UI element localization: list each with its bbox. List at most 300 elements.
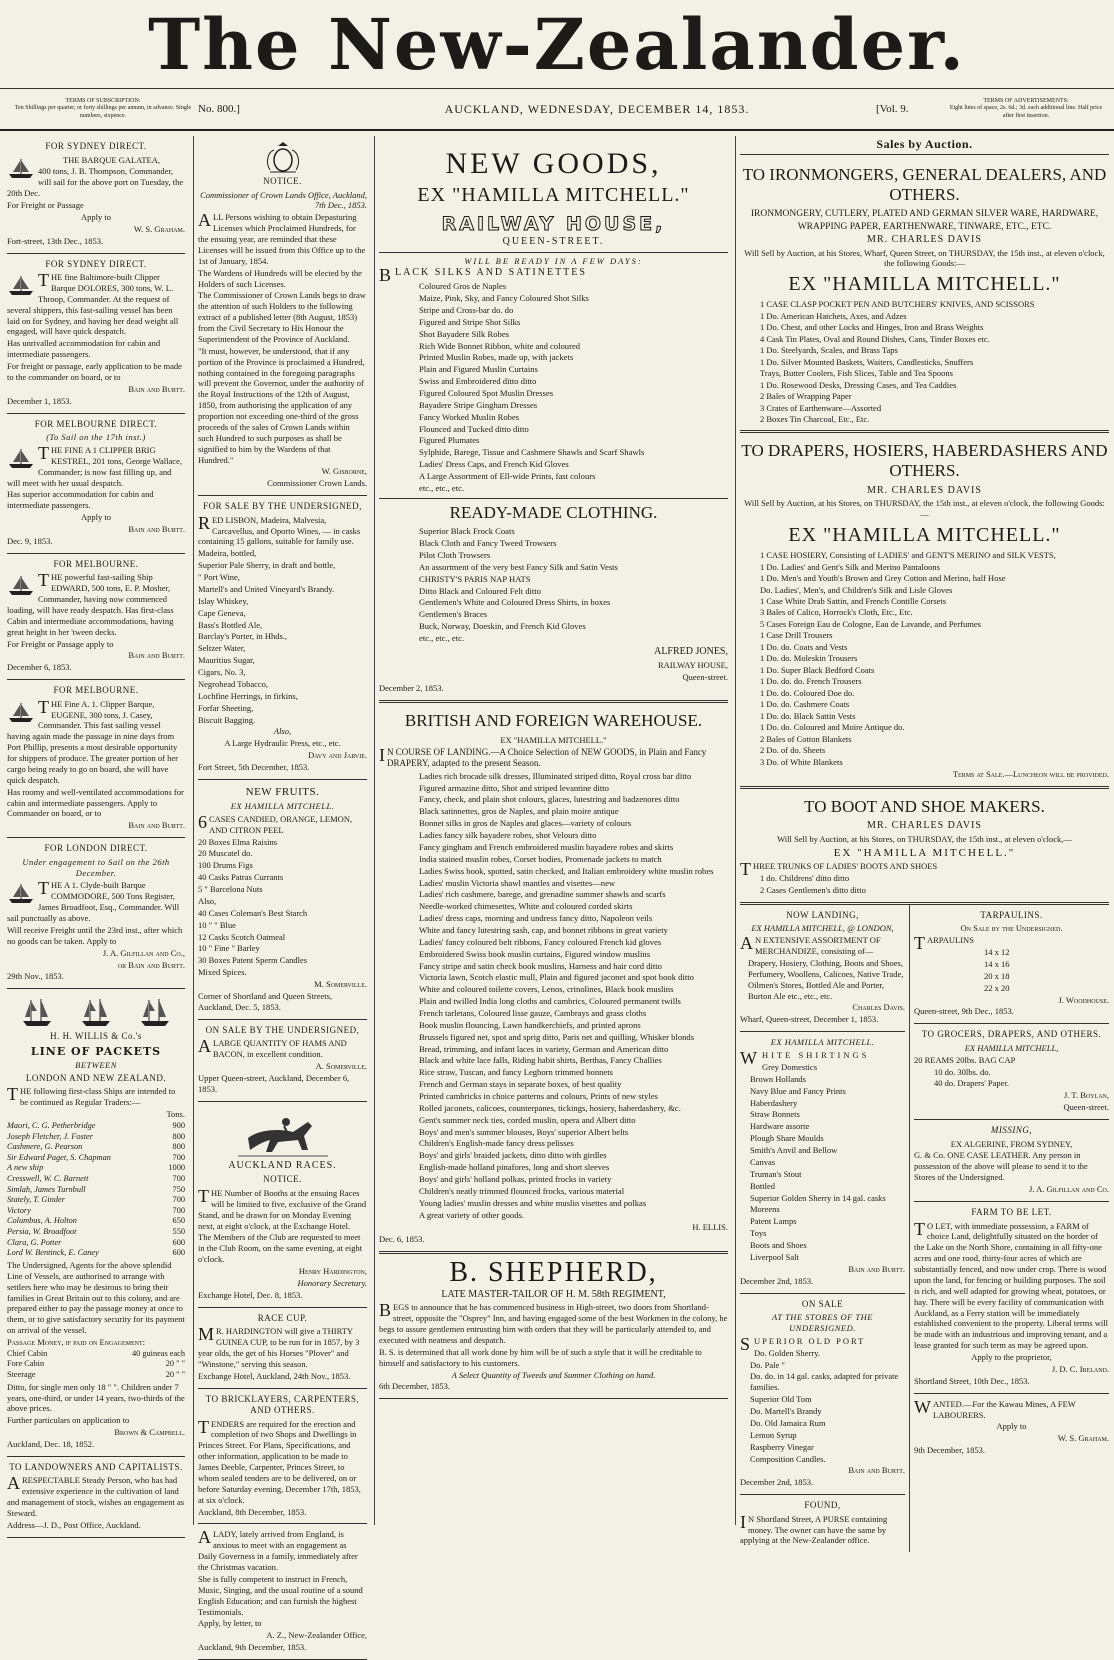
ad-line: Apply to bbox=[996, 1421, 1027, 1432]
ad-heading: FOR MELBOURNE. bbox=[53, 685, 139, 696]
terms: Terms at Sale.—Luncheon will be provided. bbox=[952, 769, 1109, 780]
list-item: Figured Coloured Spot Muslin Dresses bbox=[419, 388, 554, 399]
ad-signature: M. Somerville. bbox=[314, 979, 367, 990]
ad-body: 6CASES CANDIED, ORANGE, LEMON, AND CITRON PEEL bbox=[198, 811, 353, 835]
list-item: 1 Do. do. Black Sattin Vests bbox=[760, 710, 856, 721]
ad-body: B. S. is determined that all work done by him will be of such a style that it will be creditable to himself and satisfactory to his customers. bbox=[379, 1346, 702, 1368]
lead-item: SUPERIOR OLD PORT bbox=[740, 1333, 866, 1354]
ship-name: Simlah, James Turnbull bbox=[7, 1184, 86, 1194]
list-item: 40 Casks Patras Currants bbox=[198, 872, 284, 883]
ad-heading: ON SALE bbox=[801, 1298, 844, 1309]
ad-british-foreign-warehouse bbox=[379, 703, 728, 1254]
warehouse-ex: EX "HAMILLA MITCHELL." bbox=[500, 734, 607, 745]
ship-name: Columbus, A. Holton bbox=[7, 1216, 77, 1226]
ad-body: THE fine Baltimore-built Clipper Barque DOLORES, 300 tons, W. L. Throop, Commander. At the request of several shippers, this fast-sailing vessel has been laid on for Sydney, and having her dead weight all engaged, will have quick despatch. bbox=[7, 270, 179, 337]
new-goods-title: NEW GOODS, bbox=[445, 147, 662, 180]
size-item: 14 x 12 bbox=[984, 947, 1010, 958]
list-item: Lochfine Herrings, in firkins, bbox=[198, 690, 298, 701]
ad-signature: Queen-street. bbox=[1063, 1102, 1109, 1113]
ad-signature: Bain and Burtt. bbox=[128, 650, 185, 661]
list-item: Toys bbox=[750, 1228, 767, 1239]
ship-name: Stately, T. Ginder bbox=[7, 1195, 65, 1205]
list-item: Ladies' muslin Victoria shawl mantles and visettes—new bbox=[419, 877, 616, 888]
ad-missing bbox=[914, 1120, 1109, 1202]
ad-title: TO BOOT AND SHOE MAKERS. bbox=[804, 796, 1045, 816]
list-item: Do. Ladies', Men's, and Children's Silk and Lisle Gloves bbox=[760, 584, 953, 595]
ad-body: ALARGE QUANTITY OF HAMS AND BACON, in excellent condition. bbox=[198, 1036, 347, 1060]
ad-signature: Bain and Burtt. bbox=[128, 820, 185, 831]
ad-signature: or Bain and Burtt. bbox=[117, 959, 185, 970]
list-item: Plough Share Moulds bbox=[750, 1133, 824, 1144]
list-item: Bread, trimming, and infant laces in variety, German and American ditto bbox=[419, 1043, 669, 1054]
ad-signature: J. Woodhouse. bbox=[1058, 994, 1109, 1005]
ship-icon bbox=[7, 274, 35, 296]
list-item: " Port Wine, bbox=[198, 572, 240, 583]
packets-agent: H. H. WILLIS & Co.'s bbox=[50, 1031, 142, 1042]
list-item: Ladies' dress caps, morning and undress fancy ditto, Napoleon veils bbox=[419, 913, 653, 924]
ad-heading: FOUND, bbox=[804, 1500, 841, 1511]
lead-item: BLACK SILKS AND SATINETTES bbox=[379, 265, 587, 286]
ship-name: Clara, G. Potter bbox=[7, 1237, 62, 1247]
ad-wines-for-sale bbox=[198, 496, 367, 780]
list-item: Liverpool Salt bbox=[750, 1251, 799, 1262]
ad-date: 29th Nov., 1853. bbox=[7, 971, 64, 982]
ad-boot-shoe bbox=[740, 789, 1109, 905]
ad-date: Fort-street, 13th Dec., 1853. bbox=[7, 235, 104, 246]
ad-governess bbox=[198, 1524, 367, 1660]
royal-arms-icon bbox=[260, 142, 306, 174]
ship-icon bbox=[7, 882, 35, 904]
list-item: Islay Whiskey, bbox=[198, 595, 249, 606]
ad-signature: Brown & Campbell. bbox=[114, 1427, 185, 1438]
ad-heading: TO LANDOWNERS AND CAPITALISTS. bbox=[9, 1461, 183, 1472]
list-item: Boys' and girls' holland polkas, printed frocks in variety bbox=[419, 1173, 612, 1184]
ad-body: TENDERS are required for the erection and completion of two Shops and Dwellings in Princes Street. For Plans, Specifications, and other information, application to be made to James Deeble, Carpenter, Princes Street, to whom sealed tenders are to be delivered, on or before Saturday evening, December 17th, 1853, at six o'clock. bbox=[198, 1416, 361, 1505]
ad-date: Exchange Hotel, Auckland, 24th Nov., 1853. bbox=[198, 1370, 351, 1381]
ad-body: MR. HARDINGTON will give a THIRTY GUINEA CUP, to be run for in 1857, by 3 year olds, the get of his Horses "Plover" and "Winstone," serving this season. bbox=[198, 1324, 360, 1369]
auction-details: Will Sell by Auction, at his Stores, on THURSDAY, the 15th inst., at eleven o'clock,— bbox=[777, 834, 1072, 845]
ad-subheading: On Sale by the Undersigned. bbox=[960, 923, 1063, 934]
ad-white-shirtings bbox=[740, 1032, 905, 1293]
ad-new-fruits bbox=[198, 780, 367, 1020]
ship-icon bbox=[7, 574, 35, 596]
list-item: Martell's and United Vineyard's Brandy. bbox=[198, 583, 335, 594]
ship-name: Lord W. Bentinck, E. Caney bbox=[7, 1248, 99, 1258]
ship-tons: 800 bbox=[172, 1142, 185, 1152]
ad-body: The Members of the Club are requested to meet in the Club Room, on the same evening, at eight o'clock. bbox=[198, 1232, 363, 1265]
ad-date: December 6, 1853. bbox=[7, 662, 72, 673]
list-item: Boys' and girls' braided jackets, ditto ditto with girdles bbox=[419, 1150, 607, 1161]
ship-name: Cresswell, W. C. Barnett bbox=[7, 1174, 89, 1183]
ad-line: THREE TRUNKS OF LADIES' BOOTS AND SHOES bbox=[740, 859, 938, 880]
list-item: Ladies Swiss book, spotted, satin checked, and Italian embroidery white muslin robes bbox=[419, 865, 714, 876]
table-row bbox=[7, 1370, 185, 1381]
ad-subheading: EX HAMILLA MITCHELL, @ LONDON, bbox=[751, 923, 894, 934]
list-item: Plain and twilled India long cloths and cambrics, Coloured permanent twills bbox=[419, 996, 681, 1007]
ad-body: THE A 1. Clyde-built Barque COMMODORE, 500 Tons Register, James Broadfoot, Esq., Commander. Will sail punctually as above. bbox=[7, 878, 180, 924]
ad-signature: Davy and Jarvie. bbox=[308, 750, 367, 761]
ad-body: THE powerful fast-sailing Ship EDWARD, 500 tons, E. P. Mosher, Commander, having now commenced loading, will have ready despatch. Has first-class Cabin and intermediate accommodations, having great height in her 'tween decks. bbox=[7, 570, 174, 637]
ad-line: Apply to bbox=[81, 211, 111, 222]
list-item: Navy Blue and Fancy Prints bbox=[750, 1085, 846, 1096]
ad-address: Address—J. D., Post Office, Auckland. bbox=[7, 1519, 141, 1530]
list-item: Buck, Norway, Doeskin, and French Kid Gloves bbox=[419, 621, 586, 632]
ad-heading: FOR SALE BY THE UNDERSIGNED, bbox=[203, 501, 362, 512]
ad-subheading: Under engagement to Sail on the 26th December. bbox=[22, 856, 170, 878]
ship-tons: 650 bbox=[172, 1216, 185, 1226]
ad-heading: NOTICE. bbox=[263, 1174, 302, 1185]
ad-signature: Charles Davis. bbox=[852, 1002, 905, 1013]
list-item: Do. do. in 14 gal. casks, adapted for private families. bbox=[750, 1371, 899, 1393]
ad-hams-bacon bbox=[198, 1020, 367, 1102]
ad-signature: A. Z., New-Zealander Office, bbox=[266, 1630, 367, 1641]
list-item: Barclay's Porter, in Hhds., bbox=[198, 631, 288, 642]
races-title: AUCKLAND RACES. bbox=[228, 1159, 337, 1171]
list-item: Do. Pale " bbox=[750, 1359, 785, 1370]
list-item: Sylphide, Barege, Tissue and Cashmere Shawls and Scarf Shawls bbox=[419, 447, 645, 458]
ad-signature: Bain and Burtt. bbox=[128, 524, 185, 535]
column-1 bbox=[3, 136, 189, 1530]
list-item: Rolled jaconets, calicoes, counterpanes, tickings, hosiery, haberdashery, &c. bbox=[419, 1102, 681, 1113]
list-item: Superior Black Frock Coats bbox=[419, 526, 515, 537]
ad-date: Auckland, Dec. 18, 1852. bbox=[7, 1439, 95, 1450]
table-row bbox=[7, 1195, 185, 1206]
ad-signature: Honorary Secretary. bbox=[297, 1277, 367, 1288]
list-item: 3 Crates of Earthenware—Assorted bbox=[760, 402, 882, 413]
ad-landowners bbox=[7, 1457, 185, 1538]
list-item: Figured and Stripe Shot Silks bbox=[419, 316, 521, 327]
ad-new-goods-railway-house bbox=[379, 136, 728, 703]
ad-signature: Commissioner Crown Lands. bbox=[267, 478, 367, 489]
ad-body: THE Number of Booths at the ensuing Races will be limited to five, exclusive of the Grand Stand, and be drawn for on Monday Evening next, at eight o'clock, at the Exchange Hotel. bbox=[198, 1185, 367, 1231]
advertisement-terms bbox=[946, 98, 1106, 120]
list-item: A great variety of other goods. bbox=[419, 1209, 525, 1220]
ship-name: Sir Edward Paget, S. Chapman bbox=[7, 1152, 111, 1162]
list-item: Madeira, bottled, bbox=[198, 548, 257, 559]
list-item: Fancy gingham and French embroidered muslin bayadere robes and skirts bbox=[419, 841, 674, 852]
list-item: Figured Plumates bbox=[419, 435, 480, 446]
ad-date: Shortland Street, 10th Dec., 1853. bbox=[914, 1375, 1030, 1386]
ship-icon bbox=[7, 447, 35, 469]
ad-line: 1 do. Childrens' ditto ditto bbox=[760, 873, 850, 884]
list-item: 3 Do. of White Blankets bbox=[760, 756, 843, 767]
ad-heading: FOR LONDON DIRECT. bbox=[44, 843, 148, 854]
list-item: 1 Do. Men's and Youth's Brown and Grey Cotton and Merino, half Hose bbox=[760, 573, 1006, 584]
list-item: Stripe and Cross-bar do. do bbox=[419, 305, 514, 315]
column-4 bbox=[735, 136, 1113, 1546]
table-row bbox=[7, 1121, 185, 1132]
ad-line: 40 do. Drapers' Paper. bbox=[934, 1078, 1009, 1089]
ad-body: THE Fine A. 1. Clipper Barque, EUGENE, 300 tons, J. Casey, Commander. This fast sailing vessel having again made the passage in nine days from Port Phillip, presents a most desirable opportunity for shippers of produce. The greater portion of her cargo being ready to go on board, she will have quick despatch. bbox=[7, 696, 178, 785]
list-item: Canvas bbox=[750, 1156, 776, 1167]
ad-signature: Bain and Burtt. bbox=[848, 1263, 905, 1274]
passage-money-note: Ditto, for single men only 18 " ". Children under 7 years, one-third, or under 14 years, two-thirds of the above prices. bbox=[7, 1381, 185, 1414]
ship-name: Joseph Fletcher, J. Foster bbox=[7, 1131, 93, 1141]
volume-number: [Vol. 9. bbox=[876, 103, 909, 115]
ship-name: Persia, W. Broadfoot bbox=[7, 1227, 77, 1237]
ad-melbourne-eugene bbox=[7, 680, 185, 838]
ad-heading: TARPAULINS. bbox=[980, 909, 1043, 920]
list-item: Mixed Spices. bbox=[198, 967, 247, 978]
ad-line: Apply to the proprietor, bbox=[971, 1352, 1052, 1362]
list-item: Brussels figured net, spot and sprig ditto, Paris net and quilling, Whisker blonds bbox=[419, 1031, 695, 1042]
ad-body: THE FINE A 1 CLIPPER BRIG KESTREL, 201 tons, George Wallace, Commander; is now fast filling up, and will meet with her usual despatch. bbox=[7, 442, 182, 488]
list-item: Negrohead Tobacco, bbox=[198, 678, 269, 689]
list-item: 30 Boxes Patent Sperm Candles bbox=[198, 955, 308, 966]
ad-body: ARESPECTABLE Steady Person, who has had extensive experience in the cultivation of land and management of stock, wishes an engagement as Steward. bbox=[7, 1473, 185, 1519]
ad-sydney-galatea bbox=[7, 136, 185, 254]
ad-body: WANTED.—For the Kawau Mines, A FEW LABOURERS. bbox=[914, 1396, 1076, 1420]
ad-line-of-packets bbox=[7, 989, 185, 1457]
list-item: Fancy, check, and plain shot colours, glaces, lutestring and badzenores ditto bbox=[419, 794, 680, 805]
list-item: Ditto Black and Coloured Felt ditto bbox=[419, 585, 541, 596]
ship-tons: 600 bbox=[172, 1237, 185, 1247]
list-item: White and fancy lutestring sash, cap, and bonnet ribbons in great variety bbox=[419, 924, 668, 935]
table-row bbox=[7, 1153, 185, 1164]
auction-details: Will Sell by Auction, at his Stores, Wharf, Queen Street, on THURSDAY, the 15th inst., at eleven o'clock, the following Goods:— bbox=[744, 247, 1105, 269]
ad-tarpaulins bbox=[914, 905, 1109, 1025]
list-item: Ladies rich brocade silk dresses, Illuminated striped ditto, Royal cross bar ditto bbox=[419, 770, 692, 781]
list-item: Cape Geneva, bbox=[198, 607, 246, 618]
list-item: Maize, Pink, Sky, and Fancy Coloured Shot Silks bbox=[419, 293, 589, 304]
ad-date: Wharf, Queen-street, December 1, 1853. bbox=[740, 1014, 879, 1025]
list-item: 40 Cases Coleman's Best Starch bbox=[198, 907, 308, 918]
goods-list: IRONMONGERY, CUTLERY, PLATED AND GERMAN SILVER WARE, HARDWARE, WRAPPING PAPER, EARTHENWARE, TINWARE, ETC., ETC. bbox=[750, 209, 1099, 232]
list-item: 2 Bales of Wrapping Paper bbox=[760, 391, 852, 402]
packets-title: LINE OF PACKETS bbox=[30, 1044, 162, 1058]
list-item: 1 Do. do. Cashmere Coats bbox=[760, 699, 850, 710]
list-item: etc., etc., etc. bbox=[419, 482, 465, 493]
table-row bbox=[7, 1349, 185, 1360]
ad-signature: J. A. Gilfillan and Co., bbox=[102, 947, 185, 958]
ex-ship: EX "HAMILLA MITCHELL." bbox=[788, 524, 1061, 547]
small-ads-right bbox=[910, 905, 1109, 1553]
ad-auckland-races bbox=[198, 1102, 367, 1308]
list-item: Haberdashery bbox=[750, 1097, 798, 1108]
ad-signature: J. T. Boylan, bbox=[1063, 1090, 1109, 1101]
subscription-text: Ten Shillings per quarter, or forty shillings per annum, in advance. Single numbers, sixpence. bbox=[14, 105, 192, 119]
list-item: 20 Muscatel do. bbox=[198, 848, 253, 859]
list-item: 1 Do. Silver Mounted Baskets, Waiters, Candlesticks, Snuffers bbox=[760, 356, 974, 367]
dateline: AUCKLAND, WEDNESDAY, DECEMBER 14, 1853. bbox=[444, 101, 750, 116]
ad-heading: FOR SYDNEY DIRECT. bbox=[45, 141, 147, 151]
packets-between: BETWEEN bbox=[75, 1059, 117, 1070]
list-item: Black Cloth and Fancy Tweed Trowsers bbox=[419, 538, 557, 549]
list-item: 1 Do. do. Coats and Vests bbox=[760, 641, 848, 652]
list-item: 1 CASE HOSIERY, Consisting of LADIES' and GENT'S MERINO and SILK VESTS, bbox=[760, 550, 1056, 561]
list-item: Printed Muslin Robes, made up, with jackets bbox=[419, 352, 574, 363]
clothing-heading: READY-MADE CLOTHING. bbox=[449, 502, 658, 522]
list-item: 12 Casks Scotch Oatmeal bbox=[198, 931, 286, 942]
ship-tons: 800 bbox=[172, 1131, 185, 1141]
ship-title: THE BARQUE GALATEA, bbox=[62, 154, 161, 165]
list-item: 1 Do. Rosewood Desks, Dressing Cases, and Tea Caddies bbox=[760, 379, 957, 390]
ship-tons: 1000 bbox=[168, 1163, 185, 1173]
list-item: 1 Case Drill Trousers bbox=[760, 630, 833, 641]
ad-found bbox=[740, 1495, 905, 1552]
ship-name: Maori, C. G. Petherbridge bbox=[7, 1120, 96, 1130]
subscription-title: TERMS OF SUBSCRIPTION: bbox=[65, 98, 141, 105]
ship-tons: 700 bbox=[172, 1205, 185, 1215]
ad-heading: EX HAMILLA MITCHELL. bbox=[770, 1037, 875, 1048]
small-ads-grid bbox=[740, 905, 1109, 1553]
packets-intro: THE following first-class Ships are intended to be continued as Regular Traders:— bbox=[7, 1084, 176, 1108]
ad-bricklayers bbox=[198, 1389, 367, 1525]
ad-items: Drapery, Hosiery, Clothing, Boots and Shoes, Perfumery, Woollens, Calicoes, Native Trade, Oilmen's Stores, Bottled Ale and Porter, Burton Ale etc., etc., etc. bbox=[748, 957, 904, 1001]
table-row bbox=[7, 1216, 185, 1227]
table-row bbox=[7, 1132, 185, 1143]
list-item: Smith's Anvil and Bellow bbox=[750, 1145, 838, 1156]
list-item: Rice straw, Tuscan, and fancy Leghorn trimmed bonnets bbox=[419, 1067, 613, 1078]
ad-body: A Select Quantity of Tweeds and Summer Clothing on hand. bbox=[451, 1369, 656, 1380]
ads-text: Eight lines of space, 2s. 6d.; 3d. each additional line. Half price after first insertion. bbox=[949, 105, 1103, 119]
list-item: Gentlemen's White and Coloured Dress Shirts, in boxes bbox=[419, 597, 611, 608]
ad-line: Also, bbox=[273, 726, 292, 737]
list-item: Needle-worked chimesettes, White and coloured corded skirts bbox=[419, 901, 633, 912]
ad-signature: ALFRED JONES, bbox=[654, 645, 728, 657]
list-item: Boots and Shoes bbox=[750, 1240, 807, 1251]
item-list bbox=[740, 1062, 905, 1263]
ad-grocers bbox=[914, 1024, 1109, 1120]
ad-date: 9th December, 1853. bbox=[914, 1445, 985, 1456]
ad-signature: H. ELLIS. bbox=[692, 1222, 728, 1233]
item-list bbox=[379, 526, 728, 645]
ad-title: TO DRAPERS, HOSIERS, HABERDASHERS AND OTHERS. bbox=[741, 441, 1108, 481]
list-item: 1 Do. Ladies' and Gent's Silk and Merino Pantaloons bbox=[760, 561, 940, 572]
ad-signature: J. D. C. Ireland. bbox=[1051, 1363, 1109, 1374]
list-item: 3 Bales of Calico, Horrock's Cloth, Etc., Etc. bbox=[760, 607, 913, 618]
list-item: 1 Do. do. Coloured and Moire Antique do. bbox=[760, 722, 905, 733]
list-item: 1 CASE CLASP POCKET PEN AND BUTCHERS' KNIVES, AND SCISSORS bbox=[760, 299, 1035, 310]
ad-body: "It must, however, be understood, that if any portion of the Province is proclaimed a Hundred, nothing contained in the foregoing paragraphs will prevent the Governor, under the authority of the Royal Instructions of the 12th of August, 1850, from authorising the application of any proportion not exceeding one-third of the gross proceeds of the sales of Crown Lands within such Hundred to such purposes as shall be signified to him by the Wardens of that Hundred." bbox=[198, 345, 365, 465]
ad-shepherd-tailor bbox=[379, 1254, 728, 1399]
ship-tons: 700 bbox=[172, 1195, 185, 1205]
list-item: 20 Boxes Elma Raisins bbox=[198, 836, 278, 847]
list-item: 2 Bales of Cotton Blankets bbox=[760, 733, 852, 744]
list-item: Do. Old Jamaica Rum bbox=[750, 1417, 826, 1428]
small-ads-left bbox=[740, 905, 910, 1553]
list-item: An assortment of the very best Fancy Silk and Satin Vests bbox=[419, 561, 618, 572]
list-item: Also, bbox=[198, 895, 217, 906]
list-item: Bass's Bottled Ale, bbox=[198, 619, 263, 630]
ad-line: A Large Hydraulic Press, etc., etc. bbox=[224, 738, 341, 749]
list-item: Gentlemen's Braces bbox=[419, 609, 488, 620]
ship-name: Cashmere, G. Pearson bbox=[7, 1142, 83, 1152]
auctioneer: MR. CHARLES DAVIS bbox=[867, 484, 982, 496]
ad-subheading: EX HAMILLA MITCHELL. bbox=[230, 800, 335, 811]
list-item: Victoria lawn, Scotch elastic mull, Plain and figured jaconet and spot book ditto bbox=[419, 972, 694, 983]
list-item: Hardware assorte bbox=[750, 1121, 810, 1132]
list-item: Ladies' rich cashmere, barege, and grenadine summer shawls and scarfs bbox=[419, 889, 666, 900]
item-list bbox=[740, 299, 1109, 425]
column-2 bbox=[193, 136, 371, 1653]
warehouse-lead: IN COURSE OF LANDING.—A Choice Selection of NEW GOODS, in Plain and Fancy DRAPERY, adapted to the present Season. bbox=[379, 744, 707, 769]
list-item: Shot Bayadere Silk Robes bbox=[419, 328, 509, 339]
ad-line: 20 REAMS 20lbs. BAG CAP bbox=[914, 1054, 1016, 1065]
ad-line: Apply to bbox=[81, 512, 111, 523]
passage-money-table bbox=[7, 1349, 185, 1381]
list-item: Coloured Gros de Naples bbox=[419, 281, 507, 292]
list-item: Cigars, No. 3, bbox=[198, 667, 246, 678]
subscription-terms bbox=[8, 98, 198, 120]
ad-date: Queen-street, 9th Dec., 1853. bbox=[914, 1006, 1014, 1017]
list-item: Book muslin flouncing, Lawn handkerchiefs, and printed aprons bbox=[419, 1019, 641, 1030]
table-row bbox=[7, 1163, 185, 1174]
ship-icon bbox=[80, 997, 112, 1027]
list-item: 5 " Barcelona Nuts bbox=[198, 884, 263, 895]
ad-signature: W. Gisborne, bbox=[321, 466, 367, 477]
ad-date: Fort Street, 5th December, 1853. bbox=[198, 762, 310, 773]
list-item: Bonnet silks in gros de Naples and glaces—variety of colours bbox=[419, 818, 632, 829]
ad-heading: NOTICE. bbox=[263, 176, 302, 186]
ad-date: December 2nd, 1853. bbox=[740, 1275, 814, 1286]
list-item: Figured armazine ditto, Shot and striped levantine ditto bbox=[419, 782, 609, 793]
ad-date: 6th December, 1853. bbox=[379, 1381, 450, 1392]
ad-heading: TO BRICKLAYERS, CARPENTERS, AND OTHERS. bbox=[205, 1393, 360, 1416]
ad-signature: J. A. Gilfillan and Co. bbox=[1029, 1184, 1109, 1195]
masthead bbox=[0, 0, 1114, 89]
ship-name: A new ship bbox=[7, 1163, 44, 1173]
table-row bbox=[7, 1248, 185, 1259]
ad-body: G. & Co. ONE CASE LEATHER. Any person in possession of the above will please to send it to the Stores of the Undersigned. bbox=[914, 1150, 1088, 1183]
list-item: 5 Cases Foreign Eau de Cologne, Eau de Lavande, and Perfumes bbox=[760, 618, 981, 629]
ad-heading: FOR SYDNEY DIRECT. bbox=[45, 258, 147, 269]
list-item: Mauritius Sugar, bbox=[198, 655, 255, 666]
list-item: Moreens bbox=[750, 1204, 780, 1215]
ad-signature: W. S. Graham. bbox=[1057, 1433, 1109, 1444]
list-item: English-made holland pinafores, long and short sleeves bbox=[419, 1162, 610, 1173]
item-list bbox=[198, 548, 367, 725]
list-item: 4 Cask Tin Plates, Oval and Round Dishes, Cans, Tinder Boxes etc. bbox=[760, 333, 990, 344]
store-name: RAILWAY HOUSE, bbox=[441, 212, 666, 235]
auctioneer: MR. CHARLES DAVIS bbox=[867, 820, 982, 832]
list-item: Flounced and Tucked ditto ditto bbox=[419, 423, 529, 434]
ship-tons: 700 bbox=[172, 1152, 185, 1162]
ad-melbourne-edward bbox=[7, 554, 185, 680]
ship-tons: 550 bbox=[172, 1227, 185, 1237]
auction-section-header: Sales by Auction. bbox=[740, 137, 1109, 155]
ad-body: ALADY, lately arrived from England, is anxious to meet with an engagement as Daily Governess in a family, immediately after the Christmas vacation. bbox=[198, 1527, 358, 1573]
ad-body: The Commissioner of Crown Lands begs to draw the attention of such Holders to the following extract of a published letter (8th August, 1853) from the Civil Secretary to His Honour the Superintendent of the Province of Auckland. bbox=[198, 290, 366, 344]
list-item: Do. Martell's Brandy bbox=[750, 1406, 822, 1417]
ship-icon bbox=[21, 997, 53, 1027]
ex-ship: EX "HAMILLA MITCHELL." bbox=[788, 273, 1061, 296]
store-street: QUEEN-STREET. bbox=[502, 235, 605, 247]
ad-body: 400 tons, J. B. Thompson, Commander, will sail for the above port on Tuesday, the 20th Dec. bbox=[7, 166, 184, 199]
list-item: Fancy Worked Muslin Robes bbox=[419, 411, 520, 422]
list-item: Superior Pale Sherry, in draft and bottle, bbox=[198, 560, 336, 571]
ad-date: December 2nd, 1853. bbox=[740, 1477, 814, 1488]
ad-body: IN Shortland Street, A PURSE containing money. The owner can have the same by applying at the New-Zealander office. bbox=[740, 1511, 888, 1546]
ad-line: 10 do. 30lbs. do. bbox=[934, 1066, 991, 1077]
ad-body: For Freight or Passage apply to bbox=[7, 638, 114, 649]
item-list bbox=[740, 1348, 905, 1465]
list-item: Superior Old Tom bbox=[750, 1394, 812, 1405]
table-row bbox=[7, 1174, 185, 1185]
shepherd-subtitle: LATE MASTER-TAILOR OF H. M. 58th REGIMENT, bbox=[441, 1288, 666, 1300]
ad-crown-lands-notice bbox=[198, 136, 367, 496]
list-item: Seltzer Water, bbox=[198, 643, 246, 654]
ad-line: 2 Cases Gentlemen's ditto ditto bbox=[760, 884, 866, 895]
ad-signature: Bain and Burtt. bbox=[128, 383, 185, 394]
ad-sydney-dolores bbox=[7, 254, 185, 414]
ad-now-landing bbox=[740, 905, 905, 1032]
ad-farm-to-let bbox=[914, 1202, 1109, 1394]
ad-date: Auckland, 8th December, 1853. bbox=[198, 1506, 307, 1517]
list-item: Swiss and Embroidered ditto ditto bbox=[419, 376, 537, 387]
list-item: Children's English-made fancy dress pelisses bbox=[419, 1138, 574, 1149]
list-item: Bottled bbox=[750, 1180, 776, 1191]
